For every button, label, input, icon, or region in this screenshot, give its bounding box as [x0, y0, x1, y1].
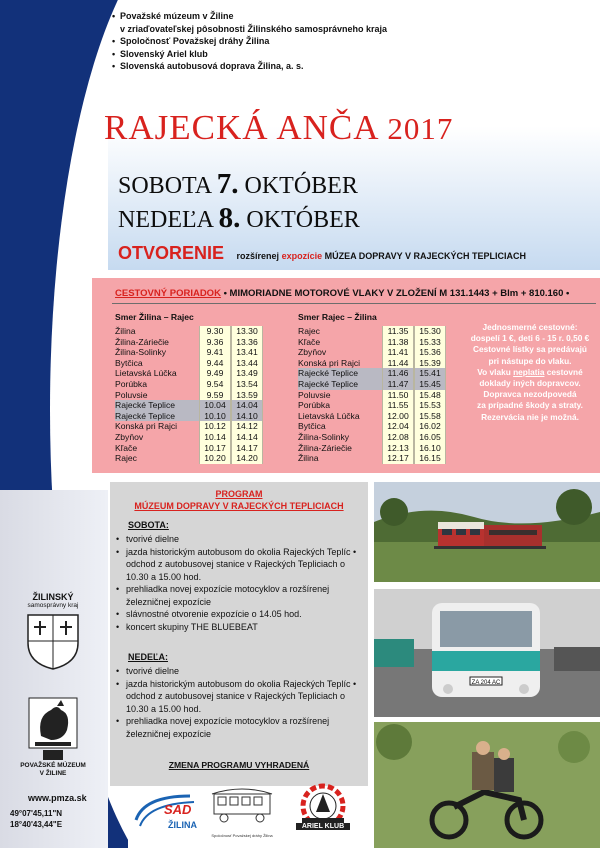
opening-pre: rozšírenej [236, 251, 280, 261]
departure-time-2: 16.15 [414, 453, 446, 464]
departure-time-2: 15.36 [414, 347, 446, 358]
station-name: Bytčica [115, 357, 143, 368]
timetable-row [115, 411, 263, 422]
date-number: 7. [216, 168, 239, 200]
station-name: Rajecké Teplice [298, 368, 382, 379]
station-name: Žilina-Záriečie [298, 442, 352, 453]
program-subtitle: MÚZEUM DOPRAVY V RAJECKÝCH TEPLICIACH [134, 501, 344, 511]
departure-time-1: 11.47 [382, 379, 414, 390]
opening-line [118, 243, 598, 264]
event-year: 2017 [387, 111, 454, 146]
station-name: Poluvsie [298, 389, 331, 400]
departure-time-1: 12.00 [382, 411, 414, 422]
departure-time-2: 13.44 [231, 358, 263, 369]
station-name: Rajecké Teplice [115, 411, 199, 422]
direction-title: Smer Žilina – Rajec [115, 312, 194, 322]
ariel-label: ARIEL KLUB [296, 823, 350, 830]
program-item: • jazda historickým autobusom do okolia Rajeckých Teplíc • odchod z autobusovej stanice v Rajeckých Tepliciach o 10.30 a 15.00 hod. [116, 678, 366, 716]
departure-time-2: 14.20 [231, 453, 263, 464]
station-name: Zbyňov [115, 431, 144, 442]
note-line: Rezervácia nie je možná. [481, 411, 579, 422]
program-item: • prehliadka novej expozície motocyklov a rozšírenej železničnej expozície [116, 583, 366, 608]
departure-time-1: 11.41 [382, 347, 414, 358]
date-saturday [118, 168, 358, 201]
coat-of-arms-icon [26, 613, 80, 671]
departure-time-2: 15.48 [414, 390, 446, 401]
note-line: Jednosmerné cestovné: [482, 322, 578, 332]
departure-time-1: 10.12 [199, 421, 231, 432]
timetable-row [298, 443, 446, 454]
departure-time-1: 9.59 [199, 390, 231, 401]
timetable-row [298, 400, 446, 411]
station-name: Lietavská Lúčka [298, 410, 360, 421]
departure-time-2: 16.05 [414, 432, 446, 443]
timetable-row [115, 390, 263, 401]
organizer-line: • Spoločnosť Považskej dráhy Žilina [112, 35, 472, 48]
note-fragment: cestovné [546, 366, 583, 377]
timetable-row [115, 347, 263, 358]
saturday-program [116, 533, 366, 633]
note-line: doklady iných dopravcov. [479, 378, 581, 389]
timetable-row [115, 453, 263, 464]
motorcycle-photo [374, 722, 600, 848]
departure-time-1: 12.08 [382, 432, 414, 443]
program-change-note: ZMENA PROGRAMU VYHRADENÁ [168, 760, 310, 770]
station-name: Rajec [298, 326, 320, 336]
program-item: • tvorivé dielne [116, 665, 366, 678]
timetable-row [298, 453, 446, 464]
note-line [460, 367, 600, 378]
station-name: Žilina-Solinky [298, 431, 350, 442]
website-link[interactable]: www.pmza.sk [28, 793, 87, 803]
bus-plate: ZA 204 AC [471, 680, 501, 686]
sad-city: ŽILINA [168, 820, 197, 830]
station-name: Lietavská Lúčka [115, 368, 177, 379]
note-line: Cestovné lístky sa predávajú [473, 344, 587, 355]
departure-time-2: 14.12 [231, 421, 263, 432]
departure-time-1: 10.04 [199, 400, 231, 411]
station-name: Porúbka [298, 400, 331, 411]
timetable-divider [112, 303, 596, 304]
organizer-line: • Slovenská autobusová doprava Žilina, a. s. [112, 60, 472, 73]
station-name: Rajecké Teplice [115, 400, 199, 411]
timetable-row [115, 368, 263, 379]
rooster-icon [27, 696, 79, 760]
departure-time-1: 11.35 [382, 326, 414, 337]
timetable-row [298, 421, 446, 432]
timetable-row [115, 379, 263, 390]
departure-time-2: 13.49 [231, 368, 263, 379]
spd-label: Spoločnosť Považskej dráhy Žilina [211, 833, 273, 838]
station-name: Žilina [298, 453, 319, 464]
train-illustration [374, 482, 600, 582]
timetable-row [298, 347, 446, 358]
timetable-row [115, 337, 263, 348]
departure-time-1: 12.13 [382, 443, 414, 454]
departure-time-2: 14.14 [231, 432, 263, 443]
timetable-row [115, 400, 263, 411]
timetable-row [298, 411, 446, 422]
latitude: 49°07'45,11"N [10, 809, 63, 818]
timetable-row [115, 326, 263, 337]
departure-time-2: 16.02 [414, 421, 446, 432]
note-underlined: neplatia [513, 366, 545, 377]
timetable-row [115, 443, 263, 454]
date-day: NEDEĽA [118, 207, 213, 233]
station-name: Konská pri Rajci [298, 357, 361, 368]
program-item: • tvorivé dielne [116, 533, 366, 546]
sunday-program [116, 665, 366, 740]
departure-time-2: 13.36 [231, 337, 263, 348]
sad-label: SAD [164, 802, 192, 817]
station-name: Bytčica [298, 421, 326, 432]
departure-time-1: 12.17 [382, 453, 414, 464]
coordinates [10, 808, 110, 830]
departure-time-1: 12.04 [382, 421, 414, 432]
note-line: Dopravca nezodpovedá [483, 389, 577, 400]
departure-time-2: 15.33 [414, 337, 446, 348]
departure-time-2: 15.39 [414, 358, 446, 369]
station-name: Žilina-Solinky [115, 347, 167, 358]
timetable-heading-label: CESTOVNÝ PORIADOK [115, 288, 221, 299]
timetable-direction-1 [115, 312, 263, 464]
station-name: Kľače [115, 442, 138, 453]
departure-time-1: 11.50 [382, 390, 414, 401]
timetable-row [298, 432, 446, 443]
timetable-heading-train: • MIMORIADNE MOTOROVÉ VLAKY V ZLOŽENÍ M 131.1443 + Blm + 810.160 • [223, 288, 570, 299]
departure-time-2: 13.41 [231, 347, 263, 358]
program-item: • koncert skupiny THE BLUEBEAT [116, 621, 366, 634]
departure-time-1: 11.38 [382, 337, 414, 348]
departure-time-1: 11.44 [382, 358, 414, 369]
departure-time-2: 13.59 [231, 390, 263, 401]
departure-time-2: 15.30 [414, 326, 446, 337]
departure-time-2: 14.04 [231, 400, 263, 411]
organizer-line: • Považské múzeum v Žiline [112, 10, 472, 23]
fare-notes [460, 322, 600, 423]
program-item: • jazda historickým autobusom do okolia Rajeckých Teplíc • odchod z autobusovej stanice v Rajeckých Tepliciach o 10.30 a 15.00 hod. [116, 546, 366, 584]
departure-time-2: 15.58 [414, 411, 446, 422]
station-name: Rajec [115, 453, 137, 464]
spd-logo [208, 784, 276, 840]
timetable-heading [115, 288, 585, 299]
train-photo [374, 482, 600, 582]
departure-time-2: 15.53 [414, 400, 446, 411]
departure-time-2: 13.54 [231, 379, 263, 390]
note-line: za prípadné škody a straty. [477, 400, 583, 411]
timetable-row [298, 326, 446, 337]
sunday-label: NEDEĽA: [128, 652, 168, 662]
zsk-logo [18, 592, 88, 673]
museum-name: POVAŽSKÉ MÚZEUM V ŽILINE [20, 762, 86, 777]
timetable-row [298, 358, 446, 369]
program-heading [110, 488, 368, 512]
departure-time-1: 9.44 [199, 358, 231, 369]
bus-photo [374, 589, 600, 717]
sad-bus-icon [134, 790, 198, 834]
date-sunday [118, 202, 360, 235]
departure-time-1: 9.30 [199, 326, 231, 337]
departure-time-2: 14.17 [231, 443, 263, 454]
timetable-row [115, 358, 263, 369]
timetable-row [115, 421, 263, 432]
departure-time-2: 13.30 [231, 326, 263, 337]
sad-logo [134, 790, 198, 834]
motorcycle-illustration [374, 722, 600, 848]
station-name: Žilina-Záriečie [115, 336, 169, 347]
departure-time-2: 16.10 [414, 443, 446, 454]
event-title [104, 108, 574, 148]
timetable-row [115, 432, 263, 443]
program-title: PROGRAM [215, 489, 263, 499]
station-name: Žilina [115, 326, 136, 336]
date-month: OKTÓBER [246, 207, 360, 233]
departure-time-1: 11.46 [382, 368, 414, 379]
ariel-logo [296, 780, 350, 842]
saturday-label: SOBOTA: [128, 520, 169, 530]
organizer-list [112, 10, 472, 73]
direction-title: Smer Rajec – Žilina [298, 312, 377, 322]
timetable-row [298, 390, 446, 401]
museum-logo [18, 696, 88, 778]
opening-expo: expozície [281, 251, 323, 261]
note-line: pri nástupe do vlaku. [488, 355, 572, 366]
departure-time-1: 9.54 [199, 379, 231, 390]
organizer-line: v zriaďovateľskej pôsobnosti Žilinského samosprávneho kraja [120, 23, 388, 34]
date-month: OKTÓBER [244, 173, 358, 199]
departure-time-1: 9.49 [199, 368, 231, 379]
note-line: dospelí 1 €, deti 6 - 15 r. 0,50 € [470, 333, 590, 344]
opening-label: OTVORENIE [118, 243, 225, 263]
departure-time-1: 10.20 [199, 453, 231, 464]
date-number: 8. [218, 202, 241, 234]
timetable-row [298, 379, 446, 390]
program-item: • slávnostné otvorenie expozície o 14.05 hod. [116, 608, 366, 621]
timetable-row [298, 337, 446, 348]
station-name: Poluvsie [115, 389, 148, 400]
zsk-subtitle: samosprávny kraj [27, 602, 79, 609]
departure-time-2: 14.10 [231, 411, 263, 422]
bus-illustration [374, 589, 600, 717]
station-name: Konská pri Rajci [115, 421, 178, 432]
station-name: Porúbka [115, 378, 148, 389]
date-day: SOBOTA [118, 173, 211, 199]
longitude: 18°40'43,44"E [10, 820, 63, 829]
station-name: Zbyňov [298, 347, 327, 358]
organizer-line: • Slovenský Ariel klub [112, 48, 472, 61]
station-name: Rajecké Teplice [298, 379, 382, 390]
program-item: • prehliadka novej expozície motocyklov a rozšírenej železničnej expozície [116, 715, 366, 740]
departure-time-1: 10.10 [199, 411, 231, 422]
event-name: RAJECKÁ ANČA [104, 108, 378, 147]
opening-post: MÚZEA DOPRAVY V RAJECKÝCH TEPLICIACH [324, 251, 526, 261]
note-fragment: Vo vlaku [477, 366, 511, 377]
departure-time-2: 15.45 [414, 379, 446, 390]
timetable-row [298, 368, 446, 379]
departure-time-1: 10.17 [199, 443, 231, 454]
station-name: Kľače [298, 336, 321, 347]
departure-time-1: 10.14 [199, 432, 231, 443]
departure-time-2: 15.41 [414, 368, 446, 379]
zsk-name: ŽILINSKÝ [32, 592, 74, 602]
departure-time-1: 9.41 [199, 347, 231, 358]
departure-time-1: 9.36 [199, 337, 231, 348]
timetable-direction-2 [298, 312, 446, 464]
railcar-icon [208, 784, 276, 828]
departure-time-1: 11.55 [382, 400, 414, 411]
